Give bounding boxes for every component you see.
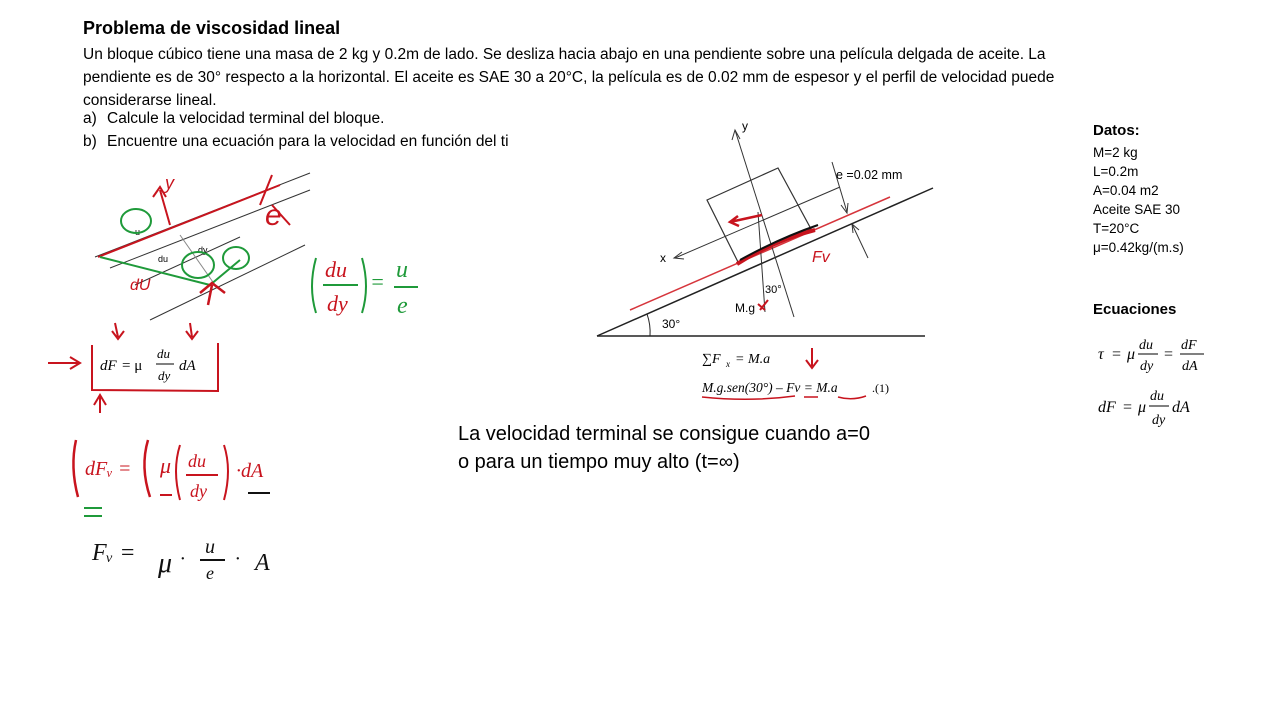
- box-dA: dA: [179, 358, 196, 374]
- sketch-e-mark: e: [265, 199, 282, 232]
- eq-dA-1: dA: [1182, 359, 1198, 374]
- y-axis-label: y: [742, 119, 748, 133]
- angle-block-label: 30°: [765, 284, 782, 296]
- equation-1-ref: .(1): [872, 381, 889, 395]
- dato-length: L=0.2m: [1093, 164, 1139, 179]
- sketch-du-mark: dU: [130, 277, 151, 294]
- terminal-line-2: o para un tiempo muy alto (t=∞): [458, 451, 740, 473]
- eq-dy-1: dy: [1140, 359, 1154, 374]
- question-a-label: a): [83, 110, 97, 127]
- angle-base-label: 30°: [662, 317, 681, 331]
- sum-forces-rhs: = M.a: [735, 352, 771, 367]
- final-u: u: [205, 536, 215, 558]
- eq-tau: τ: [1098, 346, 1104, 363]
- hand-equals: =: [370, 269, 385, 294]
- equation-1: M.g.sen(30°) – Fv = M.a: [702, 380, 838, 395]
- friction-force-label: Fv: [812, 249, 830, 266]
- problem-statement: Un bloque cúbico tiene una masa de 2 kg y 0.2m de lado. Se desliza hacia abajo en una pendiente sobre una película delgada de aceite. La pendiente es de 30° respecto a la horizontal. El aceite es SAE 30 a 20°C, la película es de 0.02 mm de espesor y el perfil de velocidad puede considerarse lineal.: [83, 46, 1055, 109]
- eq-mu-1: μ: [1127, 346, 1136, 363]
- dato-oil: Aceite SAE 30: [1093, 202, 1181, 217]
- sketch-du-label: du: [158, 254, 169, 264]
- sketch-dy-label: dy: [198, 245, 208, 255]
- sum-forces: ∑F: [702, 352, 721, 367]
- eq-dF-1: dF: [1181, 338, 1197, 353]
- datos-list: [1093, 143, 1184, 257]
- datos-heading: Datos:: [1093, 122, 1140, 139]
- eq-dy-2: dy: [1152, 413, 1166, 428]
- eq-du-1: du: [1139, 338, 1153, 353]
- box-equals-mu: = μ: [122, 358, 143, 374]
- box-du: du: [157, 346, 170, 361]
- terminal-velocity-note: [458, 420, 870, 476]
- sketch-y-mark: y: [165, 173, 174, 193]
- dato-temperature: T=20°C: [1093, 221, 1140, 236]
- sum-forces-sub: x: [726, 359, 730, 369]
- eq-equals-1: =: [1112, 346, 1122, 363]
- eq-dA-2: dA: [1172, 399, 1190, 416]
- eq-mu-2: μ: [1138, 399, 1147, 416]
- eq-equals-2: =: [1164, 346, 1174, 363]
- weight-label: M.g: [735, 301, 756, 315]
- problem-title: Problema de viscosidad lineal: [83, 18, 341, 38]
- question-b-label: b): [83, 133, 97, 150]
- final-dot-1: ·: [180, 548, 185, 570]
- incline-diagram: [590, 112, 940, 412]
- eq-dF-lhs: dF: [1098, 399, 1116, 416]
- final-A: A: [255, 550, 270, 576]
- integral-dFv: dFᵥ =: [85, 458, 132, 480]
- eq-du-2: du: [1150, 389, 1164, 404]
- x-axis-label: x: [660, 251, 666, 265]
- integral-mu: μ: [160, 453, 172, 478]
- dato-viscosity: μ=0.42kg/(m.s): [1093, 240, 1184, 255]
- box-dy: dy: [158, 368, 171, 383]
- final-e: e: [206, 563, 214, 583]
- integral-dy: dy: [190, 481, 207, 501]
- equations-graphic: [1090, 328, 1220, 438]
- ecuaciones-heading: Ecuaciones: [1093, 301, 1177, 318]
- hand-e: e: [397, 293, 408, 319]
- sketch-u-label: u: [135, 227, 141, 237]
- final-Fv: Fᵥ =: [92, 540, 136, 566]
- integral-du: du: [188, 451, 206, 471]
- terminal-line-1: La velocidad terminal se consigue cuando a=0: [458, 423, 870, 445]
- handwritten-notes: [40, 165, 440, 595]
- question-b: [83, 133, 553, 151]
- dato-mass: M=2 kg: [1093, 145, 1138, 160]
- question-a: [83, 110, 384, 128]
- final-dot-2: ·: [235, 548, 240, 570]
- eq-equals-3: =: [1123, 399, 1133, 416]
- thickness-label: e =0.02 mm: [836, 168, 903, 182]
- box-dF: dF: [100, 358, 117, 374]
- final-mu: μ: [158, 548, 173, 579]
- integral-dA: ·dA: [236, 460, 264, 482]
- hand-u: u: [396, 257, 408, 283]
- hand-du: du: [325, 257, 347, 282]
- question-a-text: Calcule la velocidad terminal del bloque.: [107, 110, 385, 127]
- dato-area: A=0.04 m2: [1093, 183, 1159, 198]
- question-b-text: Encuentre una ecuación para la velocidad en función del ti: [107, 133, 509, 150]
- hand-dy: dy: [327, 291, 348, 316]
